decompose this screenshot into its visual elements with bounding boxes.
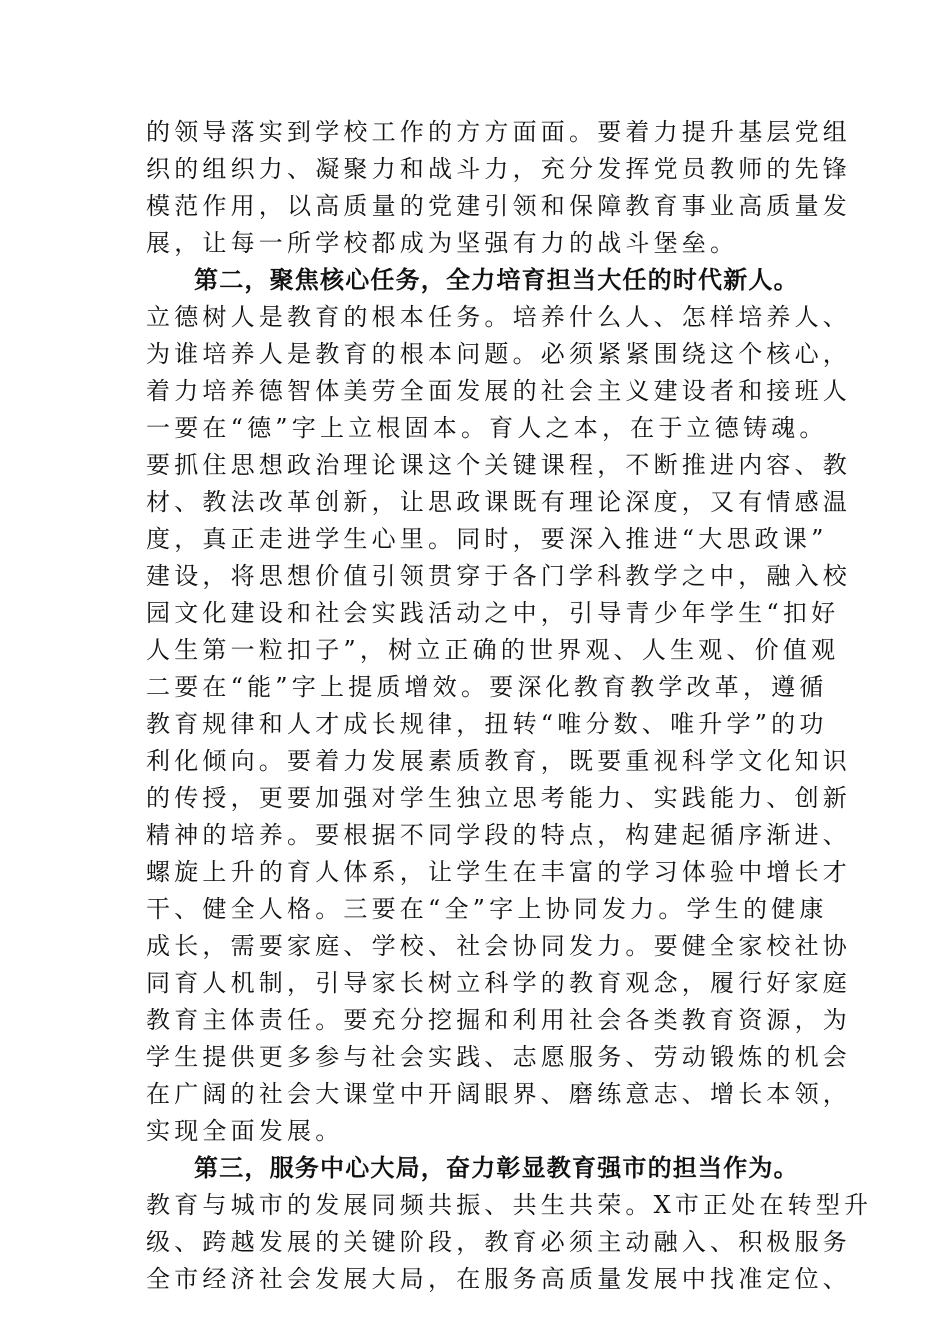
body-text-line: 一要在“德”字上立根固本。育人之本，在于立德铸魂。 xyxy=(146,414,828,442)
body-text-line: 精神的培养。要根据不同学段的特点，构建起循序渐进、 xyxy=(146,821,851,849)
body-text-line: 为谁培养人是教育的根本问题。必须紧紧围绕这个核心， xyxy=(146,340,851,368)
section-heading-line: 第三，服务中心大局，奋力彰显教育强市的担当作为。 xyxy=(194,1154,799,1182)
body-text-line: 建设，将思想价值引领贯穿于各门学科教学之中，融入校 xyxy=(146,562,851,590)
body-text-line: 教育规律和人才成长规律，扭转“唯分数、唯升学”的功 xyxy=(146,710,828,738)
body-text-line: 二要在“能”字上提质增效。要深化教育教学改革，遵循 xyxy=(146,673,828,701)
document-page xyxy=(146,114,873,1298)
body-text-line: 实现全面发展。 xyxy=(146,1117,344,1145)
body-text-line: 的领导落实到学校工作的方方面面。要着力提升基层党组 xyxy=(146,118,851,146)
body-text-line: 的传授，更要加强对学生独立思考能力、实践能力、创新 xyxy=(146,784,851,812)
body-text-line: 材、教法改革创新，让思政课既有理论深度，又有情感温 xyxy=(146,488,851,516)
body-text-line: 全市经济社会发展大局，在服务高质量发展中找准定位、 xyxy=(146,1265,851,1293)
body-text-line: 利化倾向。要着力发展素质教育，既要重视科学文化知识 xyxy=(146,747,851,775)
body-text-line: 干、健全人格。三要在“全”字上协同发力。学生的健康 xyxy=(146,895,828,923)
body-text-line: 模范作用，以高质量的党建引领和保障教育事业高质量发 xyxy=(146,192,851,220)
body-text-line: 学生提供更多参与社会实践、志愿服务、劳动锻炼的机会 xyxy=(146,1043,851,1071)
body-text-line: 立德树人是教育的根本任务。培养什么人、怎样培养人、 xyxy=(146,303,851,331)
body-text-line: 螺旋上升的育人体系，让学生在丰富的学习体验中增长才 xyxy=(146,858,851,886)
body-text-line: 在广阔的社会大课堂中开阔眼界、磨练意志、增长本领， xyxy=(146,1080,851,1108)
body-text-line: 展，让每一所学校都成为坚强有力的战斗堡垒。 xyxy=(146,229,739,257)
body-text-line: 成长，需要家庭、学校、社会协同发力。要健全家校社协 xyxy=(146,932,851,960)
body-text-line: 度，真正走进学生心里。同时，要深入推进“大思政课” xyxy=(146,525,828,553)
body-text-line: 教育与城市的发展同频共振、共生共荣。X市正处在转型升 xyxy=(146,1191,873,1219)
body-text-line: 要抓住思想政治理论课这个关键课程，不断推进内容、教 xyxy=(146,451,851,479)
section-heading-line: 第二，聚焦核心任务，全力培育担当大任的时代新人。 xyxy=(194,266,799,294)
body-text-line: 级、跨越发展的关键阶段，教育必须主动融入、积极服务 xyxy=(146,1228,851,1256)
body-text-line: 人生第一粒扣子”，树立正确的世界观、人生观、价值观 xyxy=(146,636,840,664)
body-text-line: 教育主体责任。要充分挖掘和利用社会各类教育资源，为 xyxy=(146,1006,851,1034)
body-text-line: 园文化建设和社会实践活动之中，引导青少年学生“扣好 xyxy=(146,599,840,627)
body-text-line: 着力培养德智体美劳全面发展的社会主义建设者和接班人 xyxy=(146,377,851,405)
body-text-line: 同育人机制，引导家长树立科学的教育观念，履行好家庭 xyxy=(146,969,851,997)
body-text-line: 织的组织力、凝聚力和战斗力，充分发挥党员教师的先锋 xyxy=(146,155,851,183)
